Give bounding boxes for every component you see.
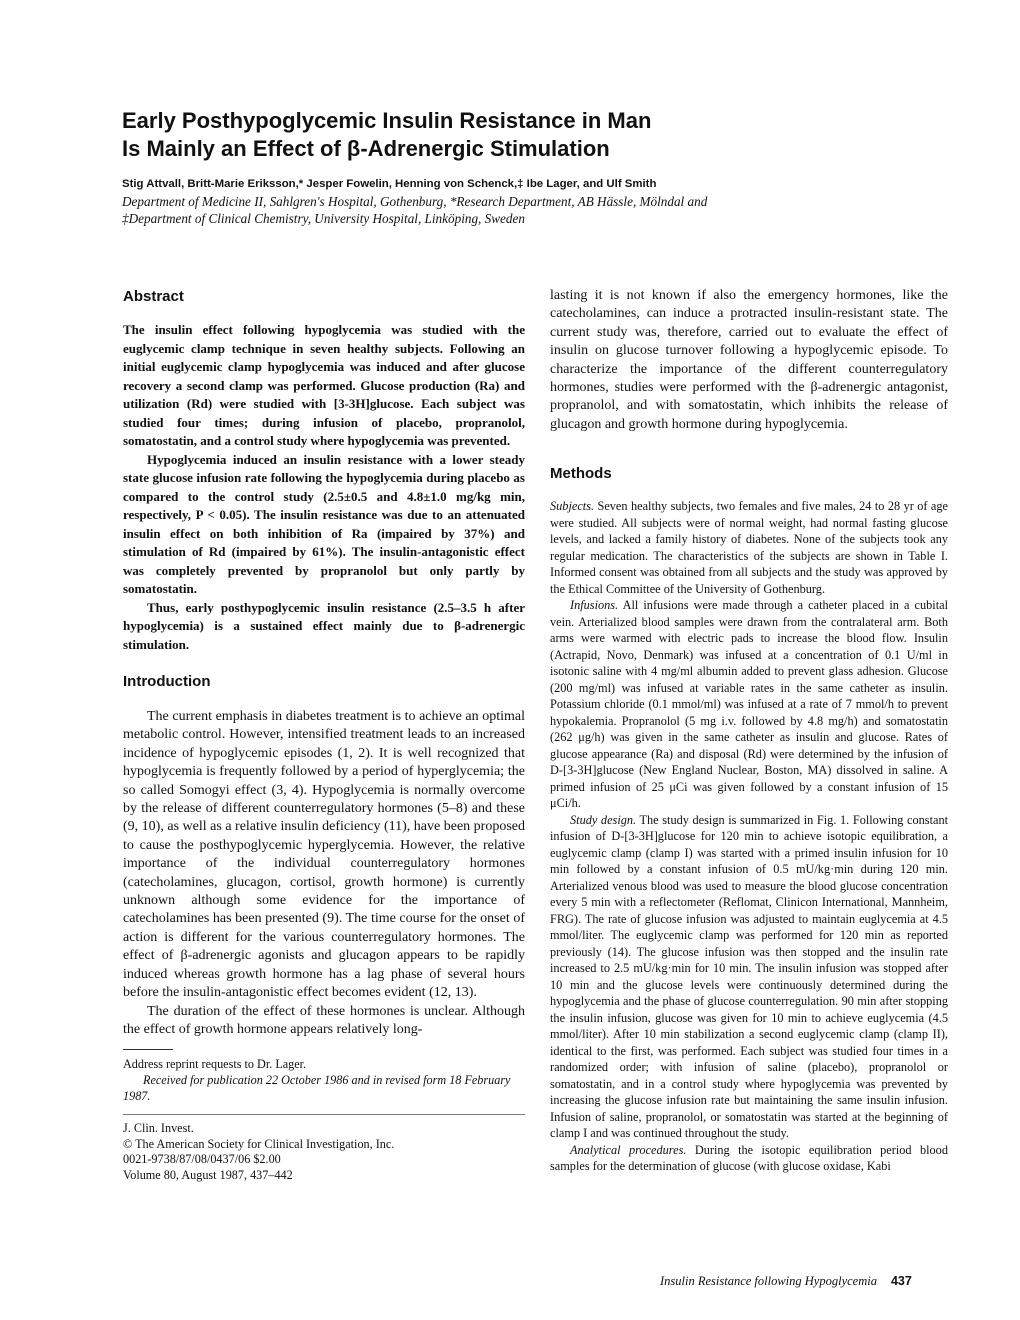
journal-divider	[123, 1114, 525, 1115]
study-design-text: The study design is summarized in Fig. 1. Following constant infusion of D-[3-3H]glucose for 120 min to achieve isotopic equilibration, a euglycemic clamp (clamp I) was started with a primed insulin infusion for 10 min followed by a constant infusion of 0.5 mU/kg·min during 120 min. Arterialized venous blood was used to measure the blood glucose concentration every 5 min with a reflectometer (Reflomat, Clinicon International, Mannheim, FRG). The rate of glucose infusion was adjusted to maintain euglycemia at 4.5 mmol/liter. The euglycemic clamp was performed for 120 min as reported previously (14). The glucose infusion was then stopped and the insulin rate increased to 2.5 mU/kg·min for 10 min. The insulin infusion was stopped after 10 min and the glucose levels were continuously determined during the hypoglycemia and the phase of glucose counterregulation. 90 min after stopping the insulin infusion, glucose was given for 10 min to achieve euglycemia (4.5 mmol/liter). After 10 min stabilization a second euglycemic clamp (clamp II), identical to the first, was performed. Each subject was studied four times in a randomized order; with infusion of saline (placebo), propranolol or somatostatin, and in a control study where hypoglycemia was prevented by increasing the glucose infusion rate but maintaining the same insulin infusion. Infusion of saline, propranolol, or somatostatin was started at the beginning of clamp I and was continued throughout the study.	[550, 812, 949, 1141]
subjects-text: Seven healthy subjects, two females and five males, 24 to 28 yr of age were studied. All subjects were of normal weight, had normal fasting glucose levels, and lacked a family history of diabetes. None of the subjects took any regular medication. The characteristics of the subjects are shown in Table I. Informed consent was obtained from all subjects and the study was approved by the Ethical Committee of the University of Gothenburg.	[550, 499, 948, 596]
methods-subjects	[550, 498, 948, 597]
abstract-paragraph-2: Hypoglycemia induced an insulin resistance with a lower steady state glucose infusion rate following the hypoglycemia during placebo as compared to the control study (2.5±0.5 and 4.8±1.0 mg/kg min, respectively, P < 0.05). The insulin resistance was due to an attenuated insulin effect on both inhibition of Ra (impaired by 37%) and stimulation of Rd (impaired by 61%). The insulin-antagonistic effect was completely prevented by propranolol but only partly by somatostatin.	[123, 451, 525, 596]
intro-paragraph-1: The current emphasis in diabetes treatment is to achieve an optimal metabolic control. However, intensified treatment leads to an increased incidence of hypoglycemic episodes (1, 2). It is well recognized that hypoglycemia is frequently followed by a period of hyperglycemia; the so called Somogyi effect (3, 4). Hypoglycemia is normally overcome by the release of different counterregulatory hormones (5–8) and these (9, 10), as well as a relative insulin deficiency (11), have been proposed to cause the posthypoglycemic hyperglycemia. However, the relative importance of the individual counterregulatory hormones (catecholamines, glucagon, cortisol, growth hormone) is currently unknown although some evidence for the importance of catecholamines has been presented (9). The time course for the onset of action is different for the various counterregulatory hormones. The effect of β-adrenergic agonists and glucagon appears to be rapidly induced whereas growth hormone has a lag phase of several hours before the insulin-antagonistic effect becomes evident (12, 13).	[123, 709, 525, 1001]
abstract-paragraph-1: The insulin effect following hypoglycemia was studied with the euglycemic clamp technique in seven healthy subjects. Following an initial euglycemic clamp hypoglycemia was induced and after glucose recovery a second clamp was performed. Glucose production (Ra) and utilization (Rd) were studied with [3-3H]glucose. Each subject was studied four times; during infusion of placebo, propranolol, somatostatin, and a control study where hypoglycemia was prevented.	[123, 322, 525, 448]
left-column	[123, 287, 525, 1183]
methods-analytical	[550, 1142, 948, 1175]
introduction-heading: Introduction	[123, 673, 211, 690]
methods-study-design	[550, 812, 948, 1142]
article-title	[122, 107, 902, 163]
methods-infusions	[550, 597, 948, 812]
affiliation-line-1: Department of Medicine II, Sahlgren's Hospital, Gothenburg, *Research Department, AB Hässle, Mölndal and	[122, 194, 708, 209]
reprint-note: Address reprint requests to Dr. Lager.	[123, 1057, 307, 1072]
affiliation-line-2: ‡Department of Clinical Chemistry, University Hospital, Linköping, Sweden	[122, 211, 525, 226]
affiliations	[122, 193, 922, 227]
infusions-runin: Infusions.	[570, 598, 619, 613]
abstract-paragraph-3: Thus, early posthypoglycemic insulin resistance (2.5–3.5 h after hypoglycemia) is a sustained effect mainly due to β-adrenergic stimulation.	[123, 599, 525, 652]
subjects-runin: Subjects.	[550, 499, 595, 514]
intro-paragraph-2: The duration of the effect of these hormones is unclear. Although the effect of growth hormone appears relatively long-	[123, 1003, 525, 1037]
footnote-divider	[123, 1049, 173, 1050]
title-line-1: Early Posthypoglycemic Insulin Resistance in Man	[122, 108, 652, 133]
title-line-2: Is Mainly an Effect of β-Adrenergic Stimulation	[122, 136, 610, 161]
received-note: Received for publication 22 October 1986 and in revised form 18 February 1987.	[123, 1073, 511, 1104]
running-footer	[660, 1274, 960, 1289]
methods-heading: Methods	[550, 465, 612, 483]
study-design-runin: Study design.	[570, 812, 637, 827]
journal-line-4: Volume 80, August 1987, 437–442	[123, 1167, 293, 1182]
analytical-runin: Analytical procedures.	[570, 1142, 687, 1157]
page-number: 437	[890, 1274, 912, 1288]
journal-info	[123, 1121, 525, 1183]
journal-line-2: © The American Society for Clinical Investigation, Inc.	[123, 1136, 395, 1151]
infusions-text: All infusions were made through a catheter placed in a cubital vein. Arterialized blood samples were drawn from the contralateral arm. Both arms were warmed with electric pads to increase the blood flow. Insulin (Actrapid, Novo, Denmark) was infused at a concentration of 0.1 U/ml in isotonic saline with 4 mg/ml albumin added to prevent glass adhesion. Glucose (200 mg/ml) was infused at variable rates in the same catheter as insulin. Potassium chloride (0.1 mmol/ml) was infused at a rate of 7 mmol/h to prevent hypokalemia. Propranolol (5 mg i.v. followed by 4.8 mg/h) and somatostatin (262 μg/h) was given in the same catheter as insulin and glucose. Rates of glucose appearance (Ra) and disposal (Rd) were determined by the infusion of D-[3-3H]glucose (New England Nuclear, Boston, MA) dissolved in saline. A primed infusion of 25 μCi was given followed by a constant infusion of 15 μCi/h.	[550, 598, 948, 811]
journal-line-1: J. Clin. Invest.	[123, 1121, 194, 1136]
running-title: Insulin Resistance following Hypoglycemia	[660, 1274, 877, 1288]
journal-line-3: 0021-9738/87/08/0437/06 $2.00	[123, 1152, 281, 1167]
intro-continuation: lasting it is not known if also the emergency hormones, like the catecholamines, can induce a protracted insulin-resistant state. The current study was, therefore, carried out to evaluate the effect of insulin on glucose turnover following a hypoglycemic episode. To characterize the importance of the different counterregulatory hormones, studies were performed with the β-adrenergic antagonist, propranolol, and with somatostatin, which inhibits the release of glucagon and growth hormone during hypoglycemia.	[550, 288, 948, 432]
analytical-text: During the isotopic equilibration period blood samples for the determination of glucose (with glucose oxidase, Kabi	[550, 1142, 948, 1174]
abstract-heading: Abstract	[123, 288, 184, 305]
right-column	[550, 287, 948, 1175]
author-list: Stig Attvall, Britt-Marie Eriksson,* Jesper Fowelin, Henning von Schenck,‡ Ibe Lager, and Ulf Smith	[122, 178, 657, 190]
